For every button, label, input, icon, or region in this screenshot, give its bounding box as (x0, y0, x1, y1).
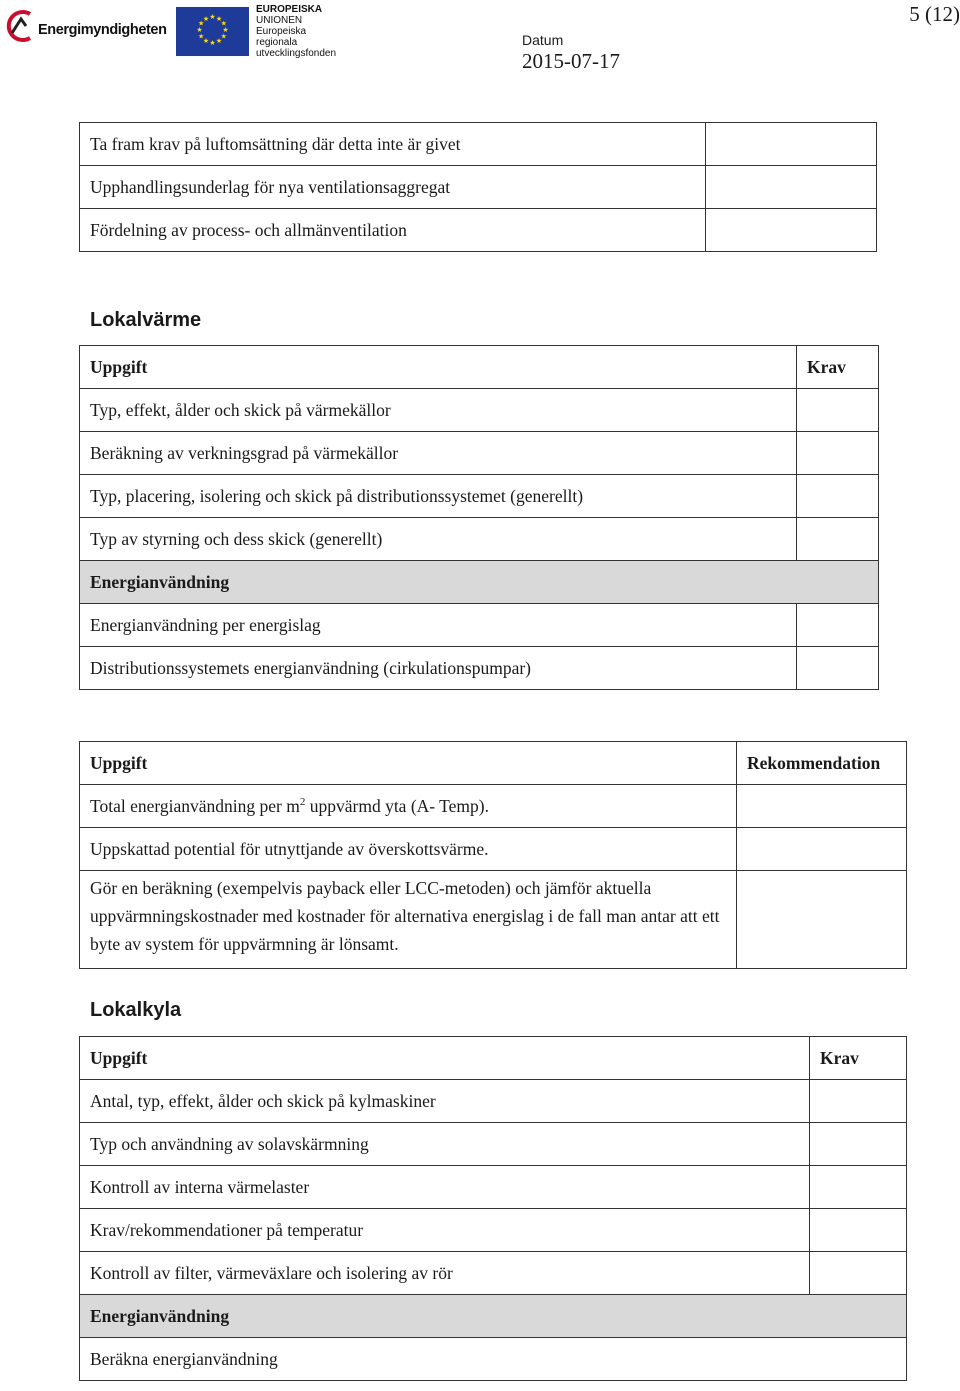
requirement-cell[interactable] (797, 432, 879, 475)
task-cell (80, 785, 737, 828)
table-row (80, 209, 877, 252)
svg-text:★: ★ (215, 37, 223, 46)
rekommendation-table (79, 741, 907, 969)
task-cell: Kontroll av filter, värmeväxlare och isolering av rör (80, 1252, 810, 1295)
table-row (80, 828, 907, 871)
table-row (80, 123, 877, 166)
eu-flag-icon (176, 7, 249, 56)
task-cell: Energianvändning per energislag (80, 604, 797, 647)
subsection-row (80, 561, 879, 604)
table-row (80, 475, 879, 518)
table-row (80, 1123, 907, 1166)
table-row (80, 389, 879, 432)
svg-text:★: ★ (209, 13, 216, 21)
section-title-lokalkyla: Lokalkyla (90, 999, 182, 1021)
column-header-requirement: Krav (797, 346, 879, 389)
column-header-task: Uppgift (80, 346, 797, 389)
eu-line-5: utvecklingsfonden (256, 48, 337, 59)
svg-text:★: ★ (198, 32, 205, 41)
table-header-row (80, 346, 879, 389)
task-cell: Antal, typ, effekt, ålder och skick på kylmaskiner (80, 1080, 810, 1123)
superscript: 2 (299, 795, 306, 808)
recommendation-cell[interactable] (737, 828, 907, 871)
section-title-lokalvarme: Lokalvärme (90, 309, 202, 331)
requirement-cell[interactable] (706, 123, 877, 166)
datum-label: Datum (522, 32, 564, 48)
svg-text:★: ★ (202, 14, 210, 23)
svg-text:★: ★ (209, 39, 216, 47)
eu-line-4: regionala (256, 37, 298, 48)
table-row (80, 1209, 907, 1252)
task-cell: Uppskattad potential för utnyttjande av överskottsvärme. (80, 828, 737, 871)
svg-text:★: ★ (202, 37, 210, 46)
eu-line-2: UNIONEN (256, 15, 303, 26)
recommendation-cell[interactable] (737, 785, 907, 828)
requirement-cell[interactable] (797, 475, 879, 518)
eu-line-3: Europeiska (256, 26, 307, 37)
table-row (80, 518, 879, 561)
requirement-cell[interactable] (797, 389, 879, 432)
lokalkyla-table (79, 1036, 907, 1381)
logo-text: Energimyndigheten (38, 22, 167, 38)
task-cell: Kontroll av interna värmelaster (80, 1166, 810, 1209)
requirement-cell[interactable] (810, 1252, 907, 1295)
requirement-cell[interactable] (810, 1166, 907, 1209)
column-header-requirement: Krav (810, 1037, 907, 1080)
task-cell: Krav/rekommendationer på temperatur (80, 1209, 810, 1252)
energimyndigheten-logo-icon (4, 6, 38, 46)
svg-text:★: ★ (215, 14, 223, 23)
page-number: 5 (12) (909, 2, 960, 26)
column-header-recommendation: Rekommendation (737, 742, 907, 785)
ventilation-table (79, 122, 877, 252)
task-cell: Beräkna energianvändning (80, 1338, 907, 1381)
requirement-cell[interactable] (797, 647, 879, 690)
requirement-cell[interactable] (797, 604, 879, 647)
table-row (80, 1080, 907, 1123)
requirement-cell[interactable] (810, 1123, 907, 1166)
table-row (80, 1166, 907, 1209)
svg-text:★: ★ (196, 26, 203, 34)
requirement-cell[interactable] (810, 1080, 907, 1123)
task-cell: Typ, placering, isolering och skick på distributionssystemet (generellt) (80, 475, 797, 518)
subsection-row (80, 1295, 907, 1338)
task-text: Total energianvändning per m (90, 795, 300, 816)
requirement-cell[interactable] (706, 166, 877, 209)
datum-value: 2015-07-17 (522, 49, 620, 73)
task-text-cont: uppvärmd yta (A- Temp). (305, 795, 489, 816)
svg-text:★: ★ (220, 19, 227, 28)
lokalvarme-table (79, 345, 879, 690)
table-row (80, 647, 879, 690)
table-header-row (80, 1037, 907, 1080)
recommendation-cell[interactable] (737, 871, 907, 969)
table-row (80, 1252, 907, 1295)
task-cell: Upphandlingsunderlag för nya ventilationsaggregat (80, 166, 706, 209)
eu-text (256, 4, 336, 59)
eu-line-1: EUROPEISKA (256, 4, 323, 15)
requirement-cell[interactable] (797, 518, 879, 561)
subsection-heading-energianvandning: Energianvändning (80, 561, 879, 604)
task-cell: Fördelning av process- och allmänventilation (80, 209, 706, 252)
table-row (80, 604, 879, 647)
column-header-task: Uppgift (80, 1037, 810, 1080)
requirement-cell[interactable] (706, 209, 877, 252)
requirement-cell[interactable] (810, 1209, 907, 1252)
subsection-heading-energianvandning: Energianvändning (80, 1295, 907, 1338)
svg-text:★: ★ (220, 32, 227, 41)
task-cell: Gör en beräkning (exempelvis payback eller LCC-metoden) och jämför aktuella uppvärmningskostnader med kostnader för alternativa energislag i de fall man antar att ett byte av system för uppvärmning är lönsamt. (80, 871, 737, 969)
table-row (80, 166, 877, 209)
energimyndigheten-logo (4, 6, 167, 46)
table-row (80, 871, 907, 969)
svg-text:★: ★ (222, 26, 229, 34)
column-header-task: Uppgift (80, 742, 737, 785)
task-cell: Typ, effekt, ålder och skick på värmekällor (80, 389, 797, 432)
svg-text:★: ★ (198, 19, 205, 28)
task-cell: Typ och användning av solavskärmning (80, 1123, 810, 1166)
table-row (80, 1338, 907, 1381)
table-row (80, 432, 879, 475)
task-cell: Beräkning av verkningsgrad på värmekällor (80, 432, 797, 475)
task-cell: Distributionssystemets energianvändning (cirkulationspumpar) (80, 647, 797, 690)
task-cell: Typ av styrning och dess skick (generellt) (80, 518, 797, 561)
table-row (80, 785, 907, 828)
table-header-row (80, 742, 907, 785)
task-cell: Ta fram krav på luftomsättning där detta inte är givet (80, 123, 706, 166)
